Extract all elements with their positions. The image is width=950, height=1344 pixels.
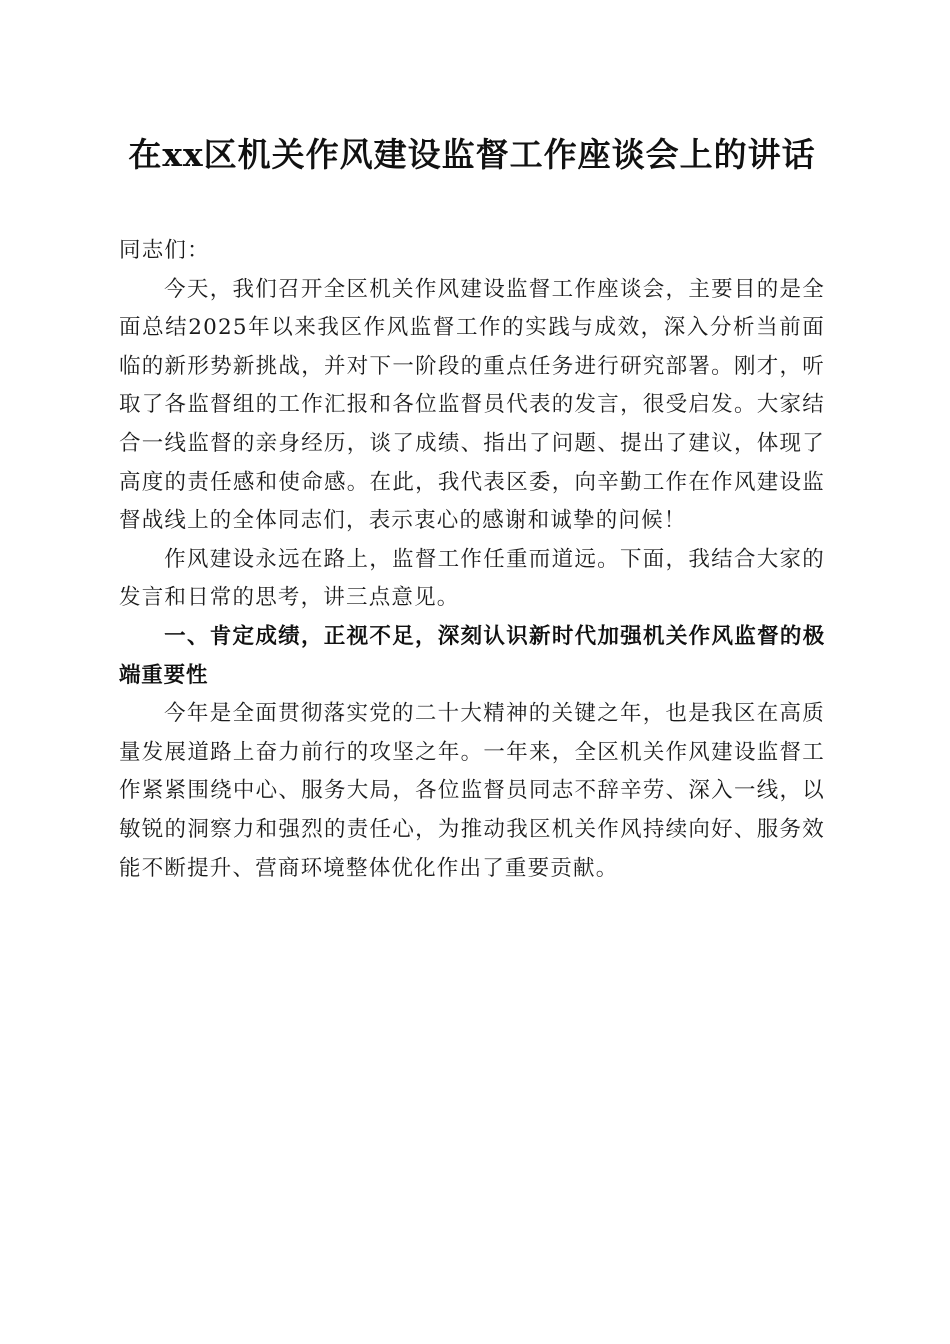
document-page: [119, 132, 825, 888]
paragraph-section-1: 今年是全面贯彻落实党的二十大精神的关键之年，也是我区在高质量发展道路上奋力前行的攻坚之年。一年来，全区机关作风建设监督工作紧紧围绕中心、服务大局，各位监督员同志不辞辛劳、深入一线，以敏锐的洞察力和强烈的责任心，为推动我区机关作风持续向好、服务效能不断提升、营商环境整体优化作出了重要贡献。: [119, 701, 825, 881]
document-body: [119, 232, 825, 888]
document-title: 在xx区机关作风建设监督工作座谈会上的讲话: [128, 135, 816, 174]
section-heading-1: 一、肯定成绩，正视不足，深刻认识新时代加强机关作风监督的极端重要性: [119, 623, 825, 688]
paragraph-transition: 作风建设永远在路上，监督工作任重而道远。下面，我结合大家的发言和日常的思考，讲三点意见。: [119, 546, 825, 611]
paragraph-opening: 今天，我们召开全区机关作风建设监督工作座谈会，主要目的是全面总结2025年以来我区作风监督工作的实践与成效，深入分析当前面临的新形势新挑战，并对下一阶段的重点任务进行研究部署。刚才，听取了各监督组的工作汇报和各位监督员代表的发言，很受启发。大家结合一线监督的亲身经历，谈了成绩、指出了问题、提出了建议，体现了高度的责任感和使命感。在此，我代表区委，向辛勤工作在作风建设监督战线上的全体同志们，表示衷心的感谢和诚挚的问候！: [119, 276, 825, 534]
salutation: 同志们：: [119, 238, 210, 263]
